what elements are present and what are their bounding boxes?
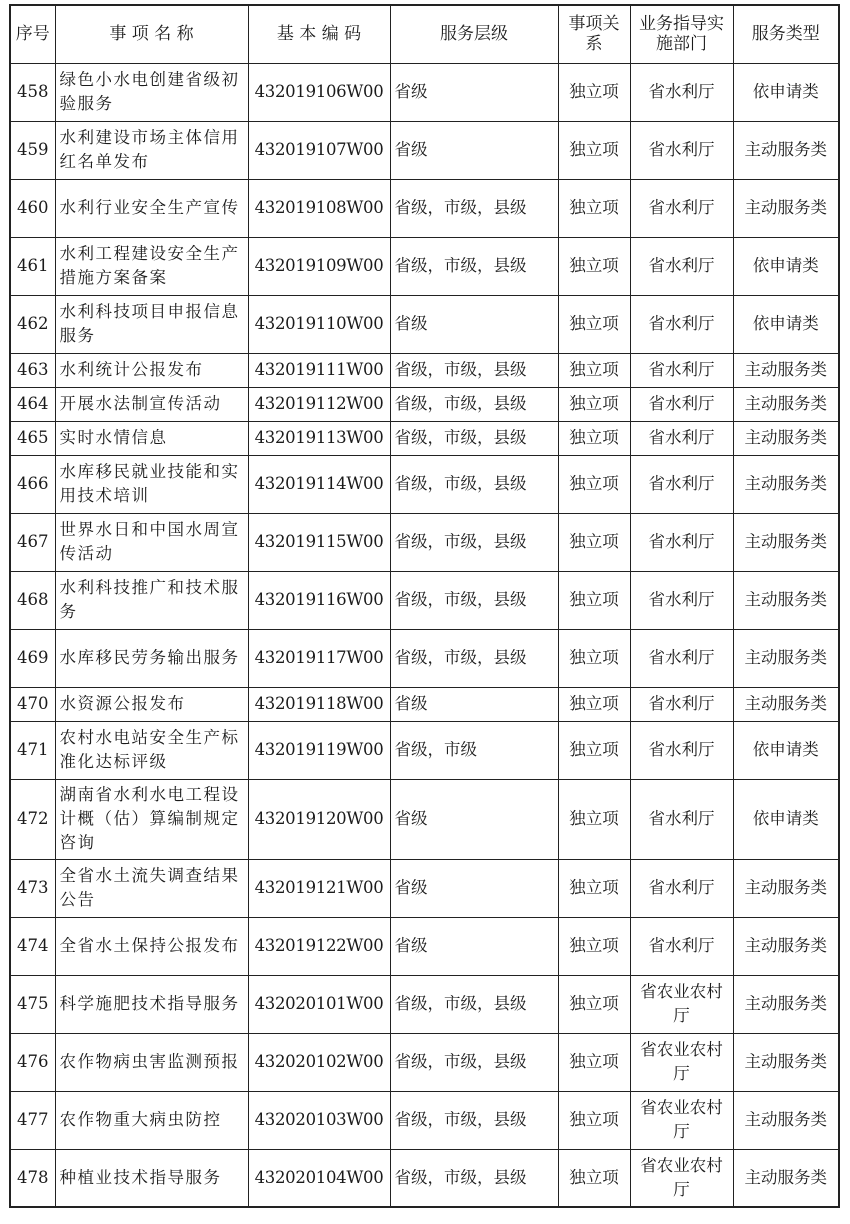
- cell-relation: 独立项: [558, 387, 630, 421]
- cell-seq: 470: [10, 687, 55, 721]
- cell-type: 主动服务类: [733, 1091, 839, 1149]
- table-row: [10, 63, 839, 121]
- table-row: [10, 121, 839, 179]
- cell-name: 种植业技术指导服务: [55, 1149, 248, 1207]
- cell-dept: 省水利厅: [630, 387, 733, 421]
- cell-name: 水库移民劳务输出服务: [55, 629, 248, 687]
- cell-type: 依申请类: [733, 779, 839, 859]
- table-row: [10, 179, 839, 237]
- cell-level: 省级，市级，县级: [390, 975, 558, 1033]
- header-name: 事 项 名 称: [55, 5, 248, 63]
- cell-dept: 省农业农村厅: [630, 975, 733, 1033]
- cell-code: 432019112W00: [248, 387, 390, 421]
- cell-name: 绿色小水电创建省级初验服务: [55, 63, 248, 121]
- header-row: [10, 5, 839, 63]
- cell-seq: 467: [10, 513, 55, 571]
- table-row: [10, 1033, 839, 1091]
- cell-seq: 465: [10, 421, 55, 455]
- cell-code: 432019106W00: [248, 63, 390, 121]
- service-items-table: [9, 4, 840, 1208]
- cell-relation: 独立项: [558, 455, 630, 513]
- cell-code: 432019108W00: [248, 179, 390, 237]
- cell-dept: 省水利厅: [630, 121, 733, 179]
- cell-type: 主动服务类: [733, 687, 839, 721]
- cell-seq: 471: [10, 721, 55, 779]
- cell-type: 主动服务类: [733, 859, 839, 917]
- cell-level: 省级: [390, 63, 558, 121]
- table-row: [10, 859, 839, 917]
- header-seq: 序号: [10, 5, 55, 63]
- cell-seq: 460: [10, 179, 55, 237]
- cell-name: 水利工程建设安全生产措施方案备案: [55, 237, 248, 295]
- cell-name: 水利科技推广和技术服务: [55, 571, 248, 629]
- cell-seq: 469: [10, 629, 55, 687]
- cell-relation: 独立项: [558, 917, 630, 975]
- cell-seq: 477: [10, 1091, 55, 1149]
- cell-dept: 省水利厅: [630, 721, 733, 779]
- cell-relation: 独立项: [558, 1033, 630, 1091]
- cell-code: 432019122W00: [248, 917, 390, 975]
- cell-relation: 独立项: [558, 571, 630, 629]
- cell-type: 主动服务类: [733, 629, 839, 687]
- cell-relation: 独立项: [558, 975, 630, 1033]
- cell-seq: 473: [10, 859, 55, 917]
- cell-relation: 独立项: [558, 63, 630, 121]
- cell-seq: 476: [10, 1033, 55, 1091]
- table-row: [10, 779, 839, 859]
- cell-dept: 省水利厅: [630, 513, 733, 571]
- cell-dept: 省水利厅: [630, 779, 733, 859]
- cell-relation: 独立项: [558, 779, 630, 859]
- cell-type: 依申请类: [733, 237, 839, 295]
- cell-code: 432019113W00: [248, 421, 390, 455]
- cell-code: 432019120W00: [248, 779, 390, 859]
- cell-seq: 472: [10, 779, 55, 859]
- cell-relation: 独立项: [558, 629, 630, 687]
- cell-relation: 独立项: [558, 421, 630, 455]
- header-dept: 业务指导实施部门: [630, 5, 733, 63]
- cell-dept: 省水利厅: [630, 421, 733, 455]
- cell-relation: 独立项: [558, 721, 630, 779]
- table-row: [10, 353, 839, 387]
- cell-type: 主动服务类: [733, 353, 839, 387]
- cell-code: 432019121W00: [248, 859, 390, 917]
- cell-level: 省级，市级，县级: [390, 571, 558, 629]
- cell-code: 432019119W00: [248, 721, 390, 779]
- cell-relation: 独立项: [558, 353, 630, 387]
- cell-code: 432019115W00: [248, 513, 390, 571]
- table-row: [10, 1091, 839, 1149]
- cell-name: 世界水日和中国水周宣传活动: [55, 513, 248, 571]
- cell-dept: 省水利厅: [630, 917, 733, 975]
- cell-dept: 省水利厅: [630, 295, 733, 353]
- cell-relation: 独立项: [558, 1149, 630, 1207]
- cell-dept: 省农业农村厅: [630, 1149, 733, 1207]
- cell-dept: 省水利厅: [630, 629, 733, 687]
- cell-name: 水利建设市场主体信用红名单发布: [55, 121, 248, 179]
- cell-dept: 省水利厅: [630, 571, 733, 629]
- cell-level: 省级，市级，县级: [390, 179, 558, 237]
- cell-code: 432019117W00: [248, 629, 390, 687]
- cell-code: 432020103W00: [248, 1091, 390, 1149]
- header-code: 基 本 编 码: [248, 5, 390, 63]
- cell-level: 省级，市级，县级: [390, 1149, 558, 1207]
- cell-seq: 474: [10, 917, 55, 975]
- header-relation: 事项关系: [558, 5, 630, 63]
- cell-seq: 466: [10, 455, 55, 513]
- cell-dept: 省农业农村厅: [630, 1091, 733, 1149]
- table-row: [10, 687, 839, 721]
- cell-type: 主动服务类: [733, 513, 839, 571]
- cell-dept: 省水利厅: [630, 455, 733, 513]
- cell-code: 432019116W00: [248, 571, 390, 629]
- table-row: [10, 387, 839, 421]
- cell-code: 432019110W00: [248, 295, 390, 353]
- cell-relation: 独立项: [558, 179, 630, 237]
- cell-type: 主动服务类: [733, 455, 839, 513]
- cell-relation: 独立项: [558, 687, 630, 721]
- cell-level: 省级: [390, 779, 558, 859]
- cell-type: 主动服务类: [733, 121, 839, 179]
- table-row: [10, 513, 839, 571]
- cell-seq: 464: [10, 387, 55, 421]
- table-row: [10, 975, 839, 1033]
- cell-code: 432019114W00: [248, 455, 390, 513]
- cell-code: 432020102W00: [248, 1033, 390, 1091]
- cell-dept: 省水利厅: [630, 237, 733, 295]
- cell-level: 省级，市级，县级: [390, 1033, 558, 1091]
- cell-relation: 独立项: [558, 1091, 630, 1149]
- table-row: [10, 721, 839, 779]
- cell-name: 农作物重大病虫防控: [55, 1091, 248, 1149]
- cell-name: 开展水法制宣传活动: [55, 387, 248, 421]
- table-row: [10, 237, 839, 295]
- cell-code: 432020104W00: [248, 1149, 390, 1207]
- table-row: [10, 917, 839, 975]
- cell-level: 省级，市级，县级: [390, 421, 558, 455]
- cell-name: 水库移民就业技能和实用技术培训: [55, 455, 248, 513]
- table-row: [10, 629, 839, 687]
- cell-code: 432019111W00: [248, 353, 390, 387]
- table-row: [10, 1149, 839, 1207]
- cell-type: 主动服务类: [733, 179, 839, 237]
- cell-level: 省级，市级，县级: [390, 1091, 558, 1149]
- cell-level: 省级，市级，县级: [390, 353, 558, 387]
- cell-relation: 独立项: [558, 121, 630, 179]
- cell-type: 主动服务类: [733, 917, 839, 975]
- cell-type: 主动服务类: [733, 421, 839, 455]
- cell-name: 全省水土保持公报发布: [55, 917, 248, 975]
- table-row: [10, 295, 839, 353]
- cell-seq: 458: [10, 63, 55, 121]
- cell-name: 农作物病虫害监测预报: [55, 1033, 248, 1091]
- cell-dept: 省水利厅: [630, 859, 733, 917]
- cell-relation: 独立项: [558, 295, 630, 353]
- table-row: [10, 571, 839, 629]
- cell-seq: 478: [10, 1149, 55, 1207]
- cell-code: 432019109W00: [248, 237, 390, 295]
- cell-level: 省级: [390, 859, 558, 917]
- cell-level: 省级，市级，县级: [390, 237, 558, 295]
- cell-level: 省级: [390, 121, 558, 179]
- cell-code: 432019107W00: [248, 121, 390, 179]
- cell-level: 省级，市级，县级: [390, 387, 558, 421]
- cell-type: 主动服务类: [733, 387, 839, 421]
- cell-seq: 459: [10, 121, 55, 179]
- cell-level: 省级，市级: [390, 721, 558, 779]
- cell-type: 依申请类: [733, 721, 839, 779]
- cell-relation: 独立项: [558, 859, 630, 917]
- cell-dept: 省水利厅: [630, 687, 733, 721]
- cell-name: 科学施肥技术指导服务: [55, 975, 248, 1033]
- cell-type: 主动服务类: [733, 1149, 839, 1207]
- cell-level: 省级，市级，县级: [390, 513, 558, 571]
- cell-name: 全省水土流失调查结果公告: [55, 859, 248, 917]
- cell-name: 水利科技项目申报信息服务: [55, 295, 248, 353]
- cell-code: 432020101W00: [248, 975, 390, 1033]
- cell-type: 依申请类: [733, 295, 839, 353]
- cell-name: 水利统计公报发布: [55, 353, 248, 387]
- cell-type: 依申请类: [733, 63, 839, 121]
- cell-relation: 独立项: [558, 513, 630, 571]
- header-type: 服务类型: [733, 5, 839, 63]
- cell-name: 湖南省水利水电工程设计概（估）算编制规定咨询: [55, 779, 248, 859]
- cell-name: 水资源公报发布: [55, 687, 248, 721]
- cell-level: 省级，市级，县级: [390, 455, 558, 513]
- cell-dept: 省水利厅: [630, 179, 733, 237]
- cell-seq: 475: [10, 975, 55, 1033]
- cell-seq: 462: [10, 295, 55, 353]
- cell-name: 农村水电站安全生产标准化达标评级: [55, 721, 248, 779]
- cell-level: 省级: [390, 917, 558, 975]
- table-row: [10, 421, 839, 455]
- header-level: 服务层级: [390, 5, 558, 63]
- cell-dept: 省农业农村厅: [630, 1033, 733, 1091]
- cell-name: 实时水情信息: [55, 421, 248, 455]
- cell-dept: 省水利厅: [630, 63, 733, 121]
- cell-seq: 461: [10, 237, 55, 295]
- cell-seq: 463: [10, 353, 55, 387]
- table-row: [10, 455, 839, 513]
- cell-relation: 独立项: [558, 237, 630, 295]
- cell-type: 主动服务类: [733, 1033, 839, 1091]
- cell-level: 省级: [390, 295, 558, 353]
- cell-seq: 468: [10, 571, 55, 629]
- cell-code: 432019118W00: [248, 687, 390, 721]
- cell-level: 省级: [390, 687, 558, 721]
- cell-dept: 省水利厅: [630, 353, 733, 387]
- cell-type: 主动服务类: [733, 571, 839, 629]
- cell-type: 主动服务类: [733, 975, 839, 1033]
- cell-level: 省级，市级，县级: [390, 629, 558, 687]
- cell-name: 水利行业安全生产宣传: [55, 179, 248, 237]
